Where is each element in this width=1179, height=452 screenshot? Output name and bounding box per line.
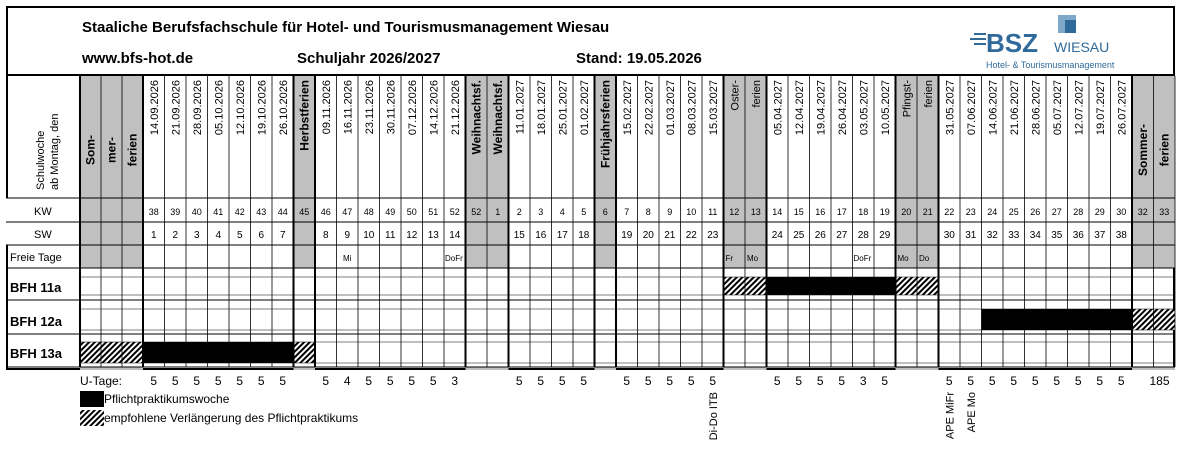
sw-value: 37 [1094,230,1106,241]
kw-value: 4 [559,207,565,217]
bfh13-black-bar [186,342,208,363]
kw-value: 12 [729,207,740,217]
vacation-header: Frühjahrsferien [598,80,613,169]
utage-value: 5 [150,374,158,388]
bfh13-black-bar [208,342,230,363]
bfh12-black-bar [1089,309,1111,330]
utage-value: 5 [386,374,394,388]
week-date: 28.09.2026 [191,80,204,136]
week-date: 18.01.2027 [535,80,548,136]
week-date: 19.10.2026 [256,80,269,136]
week-date: 01.02.2027 [578,80,591,136]
kw-value: 46 [320,207,331,217]
sw-value: 25 [793,230,805,241]
kw-value: 44 [277,207,288,217]
utage-value: 5 [558,374,566,388]
sw-label: SW [34,229,52,241]
free-day: Mo [747,254,759,263]
bfh11-black-bar [853,277,875,295]
sw-value: 33 [1008,230,1020,241]
vacation-header: Sommer- [1135,123,1150,177]
utage-total: 185 [1149,374,1170,388]
utage-value: 5 [1074,374,1082,388]
week-date: 14.09.2026 [148,80,161,136]
vacation-header: mer- [104,136,119,164]
status-date: Stand: 19.05.2026 [576,50,702,67]
kw-value: 3 [538,207,544,217]
utage-value: 5 [257,374,265,388]
utage-value: 5 [988,374,996,388]
kw-value: 29 [1094,207,1105,217]
bfh13-black-bar [229,342,251,363]
week-date: 01.03.2027 [664,80,677,136]
utage-value: 5 [945,374,953,388]
kw-value: 27 [1051,207,1062,217]
sw-value: 32 [986,230,998,241]
bfh11-black-bar [874,277,896,295]
kw-value: 33 [1159,207,1170,217]
sw-value: 9 [344,230,351,241]
utage-value: 5 [515,374,523,388]
utage-value: 5 [881,374,889,388]
sw-value: 31 [965,230,977,241]
vacation-column [1154,76,1176,268]
week-date: 16.11.2026 [342,80,355,135]
vacation-header: ferien [125,133,140,167]
legend-hatch-swatch [80,410,104,426]
week-date: 05.07.2027 [1051,80,1064,136]
week-date: 07.12.2026 [406,80,419,136]
free-day: DoFr [445,254,463,263]
utage-value: 4 [343,374,351,388]
utage-value: 5 [408,374,416,388]
vacation-header: Weihnachtsf. [490,80,505,155]
vacation-header: Pfingst- [901,80,914,118]
sw-value: 12 [406,230,418,241]
sw-value: 20 [642,230,654,241]
bfh12-black-bar [982,309,1004,330]
utage-value: 5 [279,374,287,388]
utage-value: 5 [193,374,201,388]
kw-value: 22 [944,207,955,217]
kw-value: 8 [645,207,651,217]
sw-value: 1 [150,230,157,241]
bfh13-hatch-bar [101,342,122,363]
week-date: 21.06.2027 [1008,80,1021,136]
bfh11-hatch-bar [745,277,767,295]
utage-value: 5 [1031,374,1039,388]
week-note: APE Mo [965,392,978,433]
legend-black-label: Pflichtpraktikumswoche [104,392,230,406]
week-date: 12.10.2026 [234,80,247,136]
week-date: 11.01.2027 [514,80,527,135]
kw-value: 10 [686,207,697,217]
week-date: 08.03.2027 [686,80,699,136]
utage-value: 5 [1117,374,1125,388]
sw-value: 22 [685,230,697,241]
kw-value: 17 [836,207,847,217]
utage-value: 5 [365,374,373,388]
sw-value: 5 [236,230,243,241]
kw-value: 49 [385,207,396,217]
logo-main: BSZ [986,28,1038,58]
vacation-header: Weihnachtsf. [469,80,484,155]
bfh12-black-bar [1003,309,1025,330]
week-date: 03.05.2027 [858,80,871,136]
kw-value: 23 [965,207,976,217]
week-date: 31.05.2027 [944,80,957,136]
week-note: Di-Do ITB [707,392,720,441]
sw-value: 29 [879,230,891,241]
kw-label: KW [34,206,52,218]
week-date: 23.11.2026 [363,80,376,135]
bfh13-hatch-bar [80,342,101,363]
bfh11-hatch-bar [896,277,918,295]
sw-value: 38 [1115,230,1127,241]
bfh11-black-bar [788,277,810,295]
vacation-header: ferien [922,80,935,108]
week-date: 21.09.2026 [170,80,183,136]
week-date: 26.10.2026 [277,80,290,136]
schulwoche-label: Schulwoche [35,130,47,190]
week-date: 28.06.2027 [1030,80,1043,136]
week-date: 10.05.2027 [879,80,892,136]
bfh13-black-bar [272,342,294,363]
sw-value: 17 [556,230,568,241]
kw-value: 2 [516,207,522,217]
week-date: 26.07.2027 [1116,80,1129,136]
kw-value: 40 [191,207,202,217]
week-date: 30.11.2026 [385,80,398,135]
sw-value: 26 [814,230,826,241]
kw-value: 50 [406,207,417,217]
utage-value: 5 [623,374,631,388]
kw-value: 13 [750,207,761,217]
vacation-column [122,76,143,268]
kw-value: 21 [922,207,933,217]
utage-value: 5 [1010,374,1018,388]
ab-montag-label: ab Montag, den [49,113,61,190]
utage-label: U-Tage: [80,374,123,388]
week-date: 25.01.2027 [557,80,570,136]
sw-value: 7 [279,230,286,241]
legend-hatch-label: empfohlene Verlängerung des Pflichtpraktikums [104,411,359,425]
kw-value: 47 [342,207,353,217]
free-day: Do [919,254,930,263]
sw-value: 4 [215,230,222,241]
week-date: 21.12.2026 [449,80,462,136]
kw-value: 11 [708,207,718,217]
week-date: 22.02.2027 [643,80,656,136]
kw-value: 52 [449,207,460,217]
sw-value: 28 [857,230,869,241]
week-date: 05.10.2026 [213,80,226,136]
sw-value: 16 [535,230,547,241]
kw-value: 20 [901,207,912,217]
week-date: 12.04.2027 [793,80,806,136]
utage-value: 5 [537,374,545,388]
utage-value: 5 [816,374,824,388]
vacation-header: Som- [83,135,98,165]
free-day: Fr [725,254,734,263]
bfh11-black-bar [767,277,789,295]
week-date: 09.11.2026 [320,80,333,135]
sw-value: 6 [258,230,265,241]
kw-value: 51 [428,207,439,217]
kw-value: 30 [1116,207,1127,217]
kw-value: 43 [256,207,267,217]
bfh11-label: BFH 11a [10,280,62,295]
kw-value: 52 [471,207,482,217]
week-date: 12.07.2027 [1073,80,1086,136]
sw-value: 34 [1029,230,1041,241]
vacation-header: ferien [750,80,763,108]
week-date: 14.06.2027 [987,80,1000,136]
utage-value: 5 [709,374,717,388]
week-date: 26.04.2027 [836,80,849,136]
kw-value: 26 [1030,207,1041,217]
sw-value: 13 [427,230,439,241]
week-note: APE MiFr [944,392,957,440]
sw-value: 24 [771,230,783,241]
kw-value: 25 [1008,207,1019,217]
kw-value: 19 [879,207,890,217]
sw-value: 8 [322,230,329,241]
sw-value: 15 [513,230,525,241]
sw-value: 11 [385,230,396,241]
bfh12-label: BFH 12a [10,314,63,329]
sw-value: 23 [707,230,719,241]
sw-value: 35 [1051,230,1063,241]
kw-value: 48 [363,207,374,217]
kw-value: 28 [1073,207,1084,217]
utage-value: 5 [795,374,803,388]
kw-value: 24 [987,207,998,217]
kw-value: 6 [602,207,608,217]
sw-value: 2 [172,230,179,241]
bfh13-black-bar [165,342,187,363]
utage-value: 5 [967,374,975,388]
utage-value: 5 [644,374,652,388]
freie-tage-label: Freie Tage [10,252,62,264]
sw-value: 18 [578,230,590,241]
website-link[interactable]: www.bfs-hot.de [82,50,194,67]
vacation-column [80,76,101,268]
bfh13-black-bar [143,342,165,363]
vacation-header: Oster- [729,80,742,111]
utage-value: 5 [1096,374,1104,388]
kw-value: 42 [234,207,245,217]
kw-value: 1 [495,207,501,217]
logo-subtitle: Hotel- & Tourismusmanagement [986,60,1115,70]
sw-value: 36 [1072,230,1084,241]
bfh12-black-bar [1025,309,1047,330]
sw-value: 30 [943,230,955,241]
utage-value: 5 [773,374,781,388]
bfh11-black-bar [831,277,853,295]
sw-value: 10 [363,230,375,241]
utage-value: 3 [451,374,459,388]
utage-value: 5 [1053,374,1061,388]
utage-value: 5 [838,374,846,388]
logo-place: WIESAU [1054,39,1110,55]
utage-value: 5 [214,374,222,388]
kw-value: 38 [148,207,159,217]
vacation-header: Herbstferien [297,80,312,151]
kw-value: 41 [213,207,224,217]
bfh12-black-bar [1046,309,1068,330]
week-date: 19.07.2027 [1094,80,1107,136]
bfh13-hatch-bar [122,342,143,363]
week-date: 05.04.2027 [772,80,785,136]
kw-value: 16 [815,207,826,217]
kw-value: 14 [772,207,783,217]
kw-value: 7 [624,207,630,217]
bfh12-hatch-bar [1154,309,1176,330]
vacation-column [101,76,122,268]
bfh13-black-bar [251,342,273,363]
free-day: DoFr [853,254,872,263]
kw-value: 15 [793,207,804,217]
utage-value: 5 [666,374,674,388]
kw-value: 45 [299,207,310,217]
bfh12-black-bar [1068,309,1090,330]
sw-value: 27 [836,230,848,241]
kw-value: 9 [667,207,673,217]
week-date: 15.02.2027 [621,80,634,136]
sw-value: 21 [664,230,676,241]
legend-black-swatch [80,391,104,407]
bfh11-black-bar [810,277,832,295]
bfh11-hatch-bar [724,277,746,295]
utage-value: 5 [171,374,179,388]
sw-value: 19 [621,230,633,241]
utage-value: 5 [236,374,244,388]
free-day: Mi [343,254,352,263]
week-date: 15.03.2027 [707,80,720,136]
kw-value: 32 [1137,207,1148,217]
kw-value: 39 [170,207,181,217]
kw-value: 5 [581,207,587,217]
bfh13-hatch-bar [294,342,316,363]
kw-value: 18 [858,207,869,217]
bfh13-label: BFH 13a [10,346,63,361]
week-date: 07.06.2027 [965,80,978,136]
school-year: Schuljahr 2026/2027 [297,50,441,67]
utage-value: 3 [859,374,867,388]
bfh12-black-bar [1111,309,1133,330]
utage-value: 5 [687,374,695,388]
free-day: Mo [897,254,909,263]
utage-value: 5 [580,374,588,388]
utage-value: 5 [429,374,437,388]
sw-value: 3 [193,230,200,241]
bfh12-hatch-bar [1132,309,1154,330]
week-date: 19.04.2027 [815,80,828,136]
vacation-header: ferien [1157,133,1172,167]
bfh11-hatch-bar [917,277,939,295]
page-title: Staaliche Berufsfachschule für Hotel- und Tourismusmanagement Wiesau [82,19,610,36]
week-date: 14.12.2026 [428,80,441,136]
sw-value: 14 [449,230,461,241]
utage-value: 5 [322,374,330,388]
